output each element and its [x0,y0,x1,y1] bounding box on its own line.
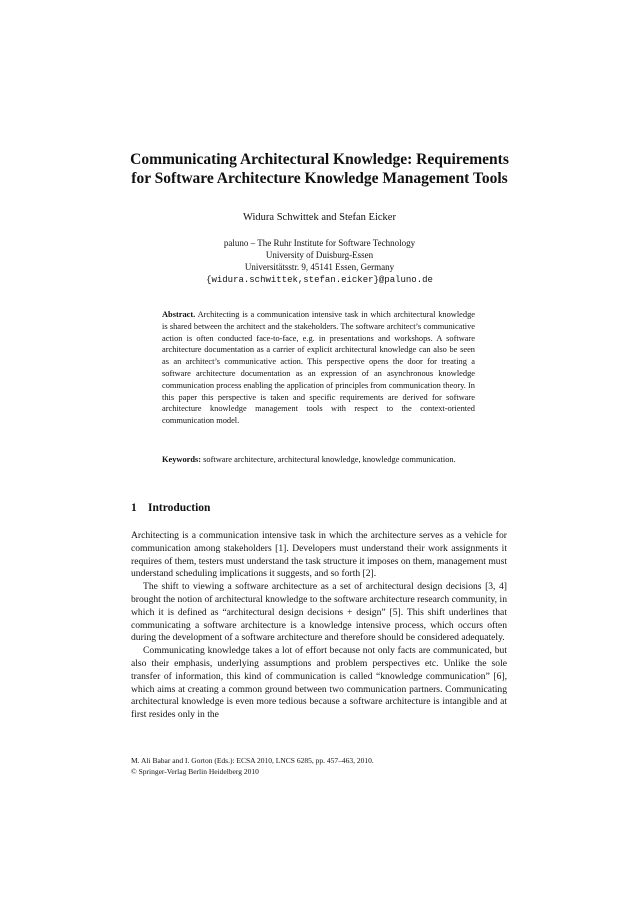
affiliation-institute: paluno – The Ruhr Institute for Software Technology [223,238,416,248]
affiliation-emails: {widura.schwittek,stefan.eicker}@paluno.de [206,274,433,285]
authors: Widura Schwittek and Stefan Eicker [243,212,396,223]
footer-citation: M. Ali Babar and I. Gorton (Eds.): ECSA 2010, LNCS 6285, pp. 457–463, 2010. [131,756,374,765]
keywords-label: Keywords: [162,455,202,464]
section-heading [131,501,507,515]
footer-copyright: © Springer-Verlag Berlin Heidelberg 2010 [131,766,259,776]
keywords-text: software architecture, architectural knowledge, knowledge communication. [203,455,456,464]
section-title: Introduction [148,502,211,514]
affiliation-address: Universitätsstr. 9, 45141 Essen, Germany [244,262,395,273]
affiliation [100,237,539,286]
abstract-label: Abstract. [162,310,196,319]
abstract [162,309,475,427]
section-body [131,530,507,722]
title-line-1: Communicating Architectural Knowledge: Requirements [130,151,509,168]
affiliation-university: University of Duisburg-Essen [265,250,374,261]
title-line-2: for Software Architecture Knowledge Management Tools [131,170,508,187]
keywords [162,454,475,466]
page-footer [131,756,507,777]
paragraph: Communicating knowledge takes a lot of effort because not only facts are communicated, but also their emphasis, underlying assumptions and problem perspectives etc. Unlike the sole transfer of information, this kind of communication is called “knowledge communication” [6], which aims at creating a common ground between two communication partners. Communicating architectural knowledge is even more tedious because a software architecture is intangible and at first resides only in the [131,645,507,721]
paragraph: Architecting is a communication intensive task in which the architecture serves as a vehicle for communication among stakeholders [1]. Developers must understand their work assignments it requires of them, testers must understand the task structure it imposes on them, management must understand scheduling implications it suggests, and so forth [2]. [131,530,507,580]
abstract-text: Architecting is a communication intensive task in which architectural knowledge is shared between the architect and the stakeholders. The software architect’s communicative action is often conducted face-to-face, e.g. in presentations and workshops. A software architecture documentation as a carrier of explicit architectural knowledge can also be seen as an architect’s communicative action. This perspective opens the door for treating a software architecture documentation as an expression of an asynchronous knowledge communication process enabling the application of principles from communication theory. In this paper this perspective is taken and specific requirements are derived for software architecture knowledge management tools with respect to the context-oriented communication model. [162,310,475,426]
paragraph: The shift to viewing a software architecture as a set of architectural design decisions [3, 4] brought the notion of architectural knowledge to the software architecture research community, in which it is defined as “architectural design decisions + design” [5]. This shift underlines that communicating a software architecture is a knowledge intensive process, which occurs often during the development of a software architecture and therefore should be considered adequately. [131,581,507,644]
section-number: 1 [131,502,137,514]
paper-title [100,150,539,188]
